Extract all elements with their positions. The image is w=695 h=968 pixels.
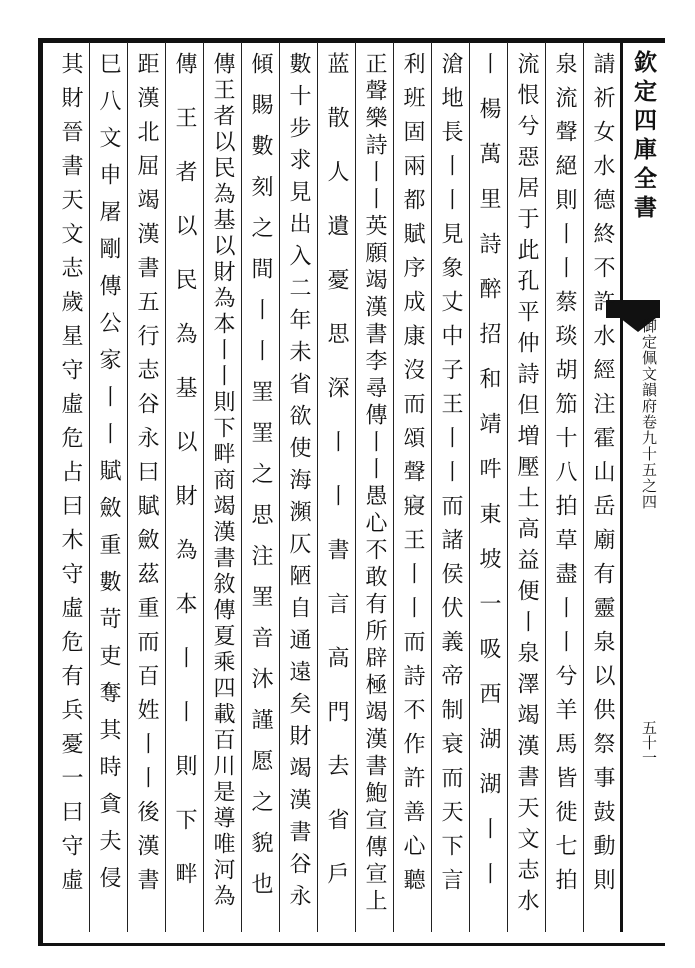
page-number: 五十一 xyxy=(640,720,658,765)
text-column-12: 傳王者以民為基以財為本丨丨則下畔 xyxy=(172,52,197,916)
text-column-11: 傳王者以民為基以財為本丨丨則下畔商竭漢書敘傳夏乘四載百川是導唯河為 xyxy=(210,52,235,910)
text-column-3: 流恨兮惡居于此孔平仲詩但増壓土高益便丨泉澤竭漢書天文志水 xyxy=(514,52,539,920)
text-column-15: 其財晉書天文志歲星守虛危占曰木守虛危有兵憂一曰守虛 xyxy=(58,52,83,902)
volume-label: 御定佩文韻府卷九十五之四 xyxy=(640,318,658,510)
text-column-6: 利班固兩都賦序成康沒而頌聲寢王丨丨而詩不作許善心聽 xyxy=(400,52,425,902)
text-column-10: 傾賜數刻之間丨丨罣罣之思注罣音沐謹愿之貌也 xyxy=(248,52,273,913)
text-column-4: 丨楊萬里詩醉招和靖吽東坡一吸西湖湖丨丨 xyxy=(476,52,501,907)
text-column-1: 請祈女水德終不許水經注霍山岳廟有靈泉以供祭事鼓動則 xyxy=(590,52,615,902)
text-column-8: 蓝散人遺憂思深丨丨書言高門去省戶 xyxy=(324,52,349,916)
text-column-2: 泉流聲絕則丨丨蔡琰胡笳十八拍草盡丨丨兮羊馬皆徙七拍 xyxy=(552,52,577,902)
text-column-9: 數十步求見出入二年未省欲使海瀕仄陋自通遠矣財竭漢書谷永 xyxy=(286,52,311,916)
text-column-14: 巳八文申屠剛傳公家丨丨賦斂重數苛吏奪其時貪夫侵 xyxy=(96,52,121,903)
text-column-5: 滄地長丨丨見象丈中子王丨丨而諸侯伏義帝制衰而天下言 xyxy=(438,52,463,902)
text-column-13: 距漢北屈竭漢書五行志谷永曰賦斂茲重而百姓丨丨後漢書 xyxy=(134,52,159,902)
text-column-7: 正聲樂詩丨丨英願竭漢書李尋傳丨丨愚心不敢有所辟極竭漢書鮑宣傳宣上 xyxy=(362,52,387,916)
book-title: 欽定四庫全書 xyxy=(630,50,657,224)
